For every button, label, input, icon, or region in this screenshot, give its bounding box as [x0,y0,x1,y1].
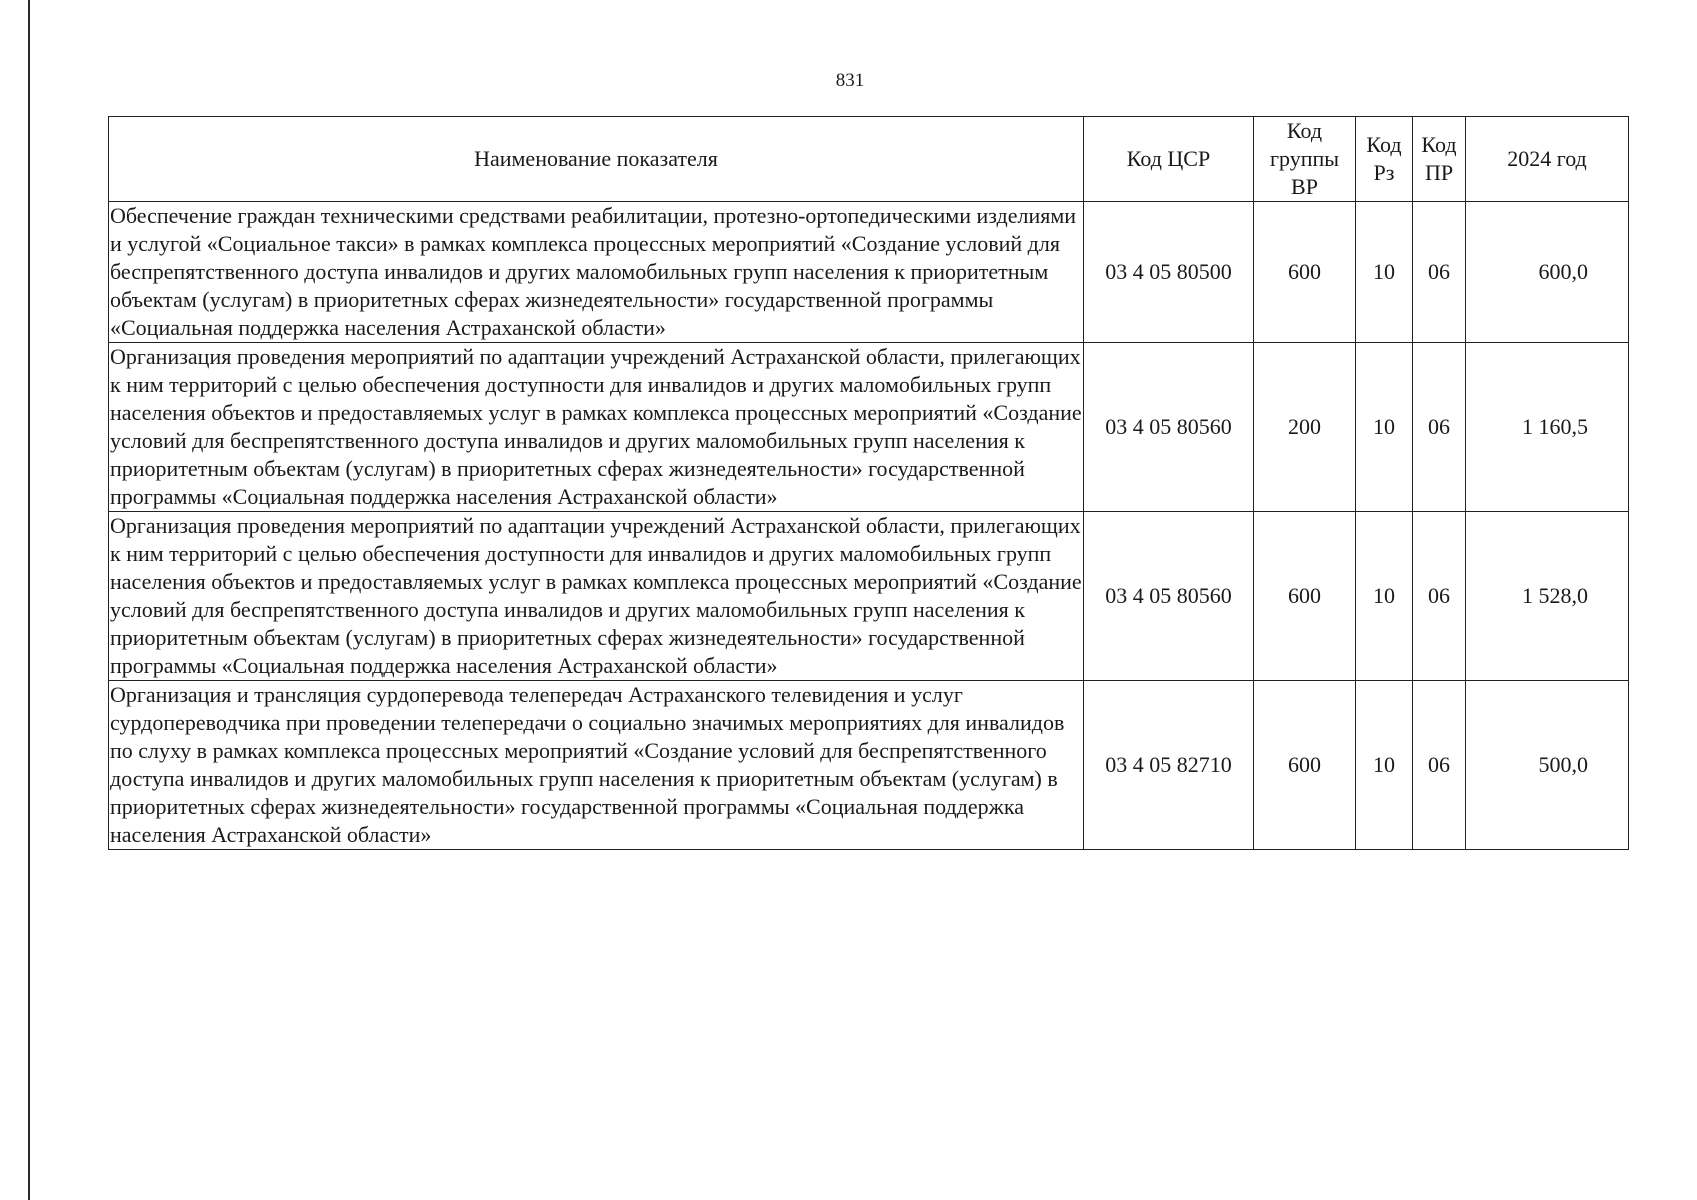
header-name: Наименование показателя [109,117,1084,202]
row-pr-cell: 06 [1413,681,1466,850]
row-csr-cell: 03 4 05 80560 [1084,343,1254,512]
header-year-2024: 2024 год [1466,117,1629,202]
header-vr-code: Код группы ВР [1254,117,1356,202]
row-vr-cell: 600 [1254,512,1356,681]
row-amount-cell: 1 528,0 [1466,512,1629,681]
scan-edge-line [28,0,30,1200]
table-header-row [109,117,1629,202]
row-pr-cell: 06 [1413,512,1466,681]
row-csr-cell: 03 4 05 82710 [1084,681,1254,850]
row-amount-cell: 1 160,5 [1466,343,1629,512]
row-csr-cell: 03 4 05 80560 [1084,512,1254,681]
header-rz-code: Код Рз [1356,117,1413,202]
row-name-cell: Обеспечение граждан техническими средствами реабилитации, протезно-ортопедическими изделиями и услугой «Социальное такси» в рамках комплекса процессных мероприятий «Создание условий для беспрепятственного доступа инвалидов и других маломобильных групп населения к приоритетным объектам (услугам) в приоритетных сферах жизнедеятельности» государственной программы «Социальная поддержка населения Астраханской области» [109,202,1084,343]
row-name-cell: Организация проведения мероприятий по адаптации учреждений Астраханской области, прилегающих к ним территорий с целью обеспечения доступности для инвалидов и других маломобильных групп населения объектов и предоставляемых услуг в рамках комплекса процессных мероприятий «Создание условий для беспрепятственного доступа инвалидов и других маломобильных групп населения к приоритетным объектам (услугам) в приоритетных сферах жизнедеятельности» государственной программы «Социальная поддержка населения Астраханской области» [109,512,1084,681]
table-row [109,681,1629,850]
row-amount-cell: 500,0 [1466,681,1629,850]
table-row [109,512,1629,681]
row-vr-cell: 600 [1254,202,1356,343]
row-vr-cell: 200 [1254,343,1356,512]
row-rz-cell: 10 [1356,202,1413,343]
row-rz-cell: 10 [1356,681,1413,850]
row-pr-cell: 06 [1413,343,1466,512]
row-vr-cell: 600 [1254,681,1356,850]
row-rz-cell: 10 [1356,343,1413,512]
header-csr-code: Код ЦСР [1084,117,1254,202]
page-number: 831 [835,70,865,91]
row-pr-cell: 06 [1413,202,1466,343]
row-amount-cell: 600,0 [1466,202,1629,343]
row-name-cell: Организация проведения мероприятий по адаптации учреждений Астраханской области, прилегающих к ним территорий с целью обеспечения доступности для инвалидов и других маломобильных групп населения объектов и предоставляемых услуг в рамках комплекса процессных мероприятий «Создание условий для беспрепятственного доступа инвалидов и других маломобильных групп населения к приоритетным объектам (услугам) в приоритетных сферах жизнедеятельности» государственной программы «Социальная поддержка населения Астраханской области» [109,343,1084,512]
table-row [109,202,1629,343]
budget-table [108,116,1629,850]
header-pr-code: Код ПР [1413,117,1466,202]
row-rz-cell: 10 [1356,512,1413,681]
row-csr-cell: 03 4 05 80500 [1084,202,1254,343]
row-name-cell: Организация и трансляция сурдоперевода телепередач Астраханского телевидения и услуг сурдопереводчика при проведении телепередачи о социально значимых мероприятиях для инвалидов по слуху в рамках комплекса процессных мероприятий «Создание условий для беспрепятственного доступа инвалидов и других маломобильных групп населения к приоритетным объектам (услугам) в приоритетных сферах жизнедеятельности» государственной программы «Социальная поддержка населения Астраханской области» [109,681,1084,850]
table-row [109,343,1629,512]
